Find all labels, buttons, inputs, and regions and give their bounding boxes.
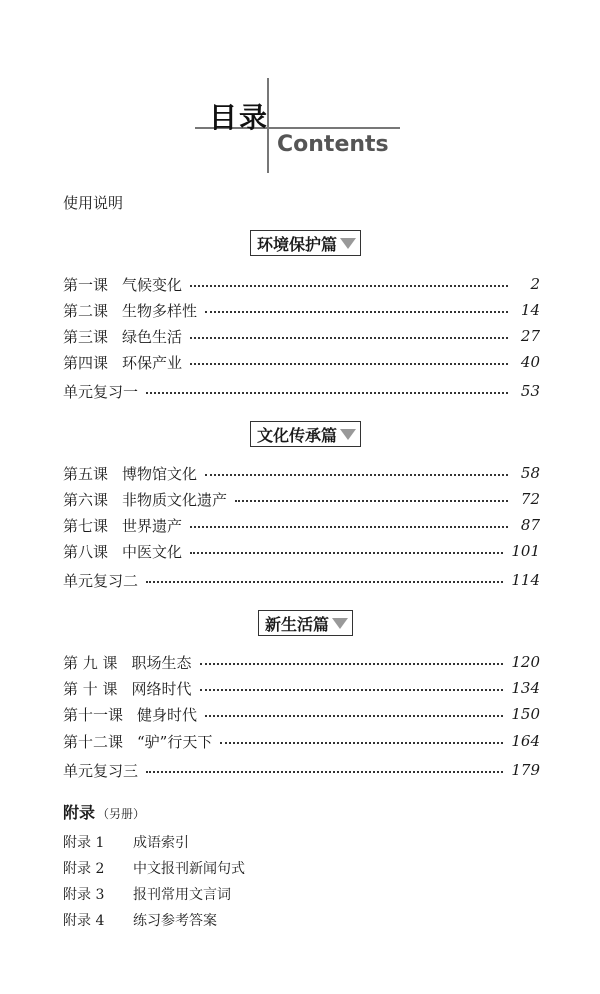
toc-row[interactable] [63, 273, 540, 295]
page-number: 101 [511, 542, 540, 560]
appendix-item-label: 附录 4 [63, 913, 105, 929]
review-label: 单元复习二 [63, 571, 139, 590]
dot-leader [190, 552, 503, 554]
section-heading-label: 新生活篇 [265, 614, 330, 634]
appendix-heading [63, 800, 145, 823]
section-heading-label: 文化传承篇 [257, 425, 338, 445]
dot-leader [220, 742, 503, 744]
appendix-item-text: 报刊常用文言词 [133, 887, 231, 903]
toc-row-review[interactable] [63, 380, 540, 402]
page-number: 2 [530, 275, 540, 293]
appendix-item-text: 练习参考答案 [133, 913, 217, 929]
toc-row[interactable] [63, 651, 540, 673]
appendix-item-label: 附录 2 [63, 861, 105, 877]
lesson-number: 第十二课 [63, 732, 124, 751]
usage-instructions-link[interactable]: 使用说明 [63, 194, 124, 212]
toc-row[interactable] [63, 540, 540, 562]
toc-row[interactable] [63, 514, 540, 536]
lesson-number: 第三课 [63, 327, 109, 346]
page-number: 164 [511, 732, 540, 750]
triangle-down-icon [332, 618, 348, 629]
dot-leader [205, 474, 508, 476]
dot-leader [146, 771, 503, 773]
lesson-topic: 气候变化 [122, 275, 183, 294]
toc-row[interactable] [63, 299, 540, 321]
appendix-title: 附录 [63, 803, 96, 822]
page-number: 40 [520, 353, 540, 371]
lesson-topic: 职场生态 [131, 653, 192, 672]
page-number: 114 [511, 571, 540, 589]
lesson-number: 第 十 课 [63, 679, 118, 698]
review-label: 单元复习三 [63, 761, 139, 780]
review-label: 单元复习一 [63, 382, 139, 401]
toc-row[interactable] [63, 462, 540, 484]
dot-leader [205, 715, 503, 717]
toc-row[interactable] [63, 351, 540, 373]
appendix-item[interactable] [63, 910, 217, 930]
dot-leader [205, 311, 508, 313]
appendix-item[interactable] [63, 858, 245, 878]
lesson-topic: 博物馆文化 [122, 464, 198, 483]
lesson-number: 第十一课 [63, 705, 124, 724]
toc-row[interactable] [63, 730, 540, 752]
appendix-item-text: 中文报刊新闻句式 [133, 861, 245, 877]
lesson-topic: 网络时代 [131, 679, 192, 698]
lesson-topic: 非物质文化遗产 [122, 490, 228, 509]
page-number: 134 [511, 679, 540, 697]
section-heading-culture [250, 421, 361, 447]
page-number: 14 [520, 301, 540, 319]
contents-title-block [195, 78, 405, 173]
section-heading-label: 环境保护篇 [257, 234, 338, 254]
triangle-down-icon [340, 238, 356, 249]
appendix-note: （另册） [97, 807, 146, 821]
toc-row-review[interactable] [63, 569, 540, 591]
lesson-number: 第五课 [63, 464, 109, 483]
lesson-number: 第 九 课 [63, 653, 118, 672]
dot-leader [200, 663, 504, 665]
toc-row[interactable] [63, 703, 540, 725]
page-number: 150 [511, 705, 540, 723]
dot-leader [190, 363, 508, 365]
section-heading-new-life [258, 610, 353, 636]
page-number: 72 [520, 490, 540, 508]
section-heading-environment [250, 230, 361, 256]
lesson-topic: 生物多样性 [122, 301, 198, 320]
page-number: 53 [520, 382, 540, 400]
appendix-item-text: 成语索引 [133, 835, 189, 851]
lesson-number: 第八课 [63, 542, 109, 561]
lesson-topic: 健身时代 [137, 705, 198, 724]
appendix-item[interactable] [63, 832, 189, 852]
dot-leader [146, 581, 503, 583]
dot-leader [190, 285, 508, 287]
page-number: 87 [520, 516, 540, 534]
dot-leader [200, 689, 504, 691]
appendix-item[interactable] [63, 884, 231, 904]
lesson-number: 第七课 [63, 516, 109, 535]
lesson-topic: 世界遗产 [122, 516, 183, 535]
page-number: 58 [520, 464, 540, 482]
appendix-item-label: 附录 1 [63, 835, 105, 851]
page-title-english: Contents [277, 132, 389, 157]
dot-leader [190, 526, 508, 528]
dot-leader [146, 392, 508, 394]
lesson-topic: 中医文化 [122, 542, 183, 561]
page-number: 179 [511, 761, 540, 779]
triangle-down-icon [340, 429, 356, 440]
page-title-chinese: 目录 [209, 101, 270, 134]
appendix-item-label: 附录 3 [63, 887, 105, 903]
lesson-topic: 绿色生活 [122, 327, 183, 346]
dot-leader [235, 500, 508, 502]
lesson-number: 第一课 [63, 275, 109, 294]
toc-row[interactable] [63, 325, 540, 347]
toc-row[interactable] [63, 677, 540, 699]
toc-row[interactable] [63, 488, 540, 510]
lesson-number: 第四课 [63, 353, 109, 372]
dot-leader [190, 337, 508, 339]
page-number: 27 [520, 327, 540, 345]
lesson-topic: “驴”行天下 [137, 732, 213, 751]
page-number: 120 [511, 653, 540, 671]
toc-row-review[interactable] [63, 759, 540, 781]
lesson-topic: 环保产业 [122, 353, 183, 372]
lesson-number: 第二课 [63, 301, 109, 320]
lesson-number: 第六课 [63, 490, 109, 509]
